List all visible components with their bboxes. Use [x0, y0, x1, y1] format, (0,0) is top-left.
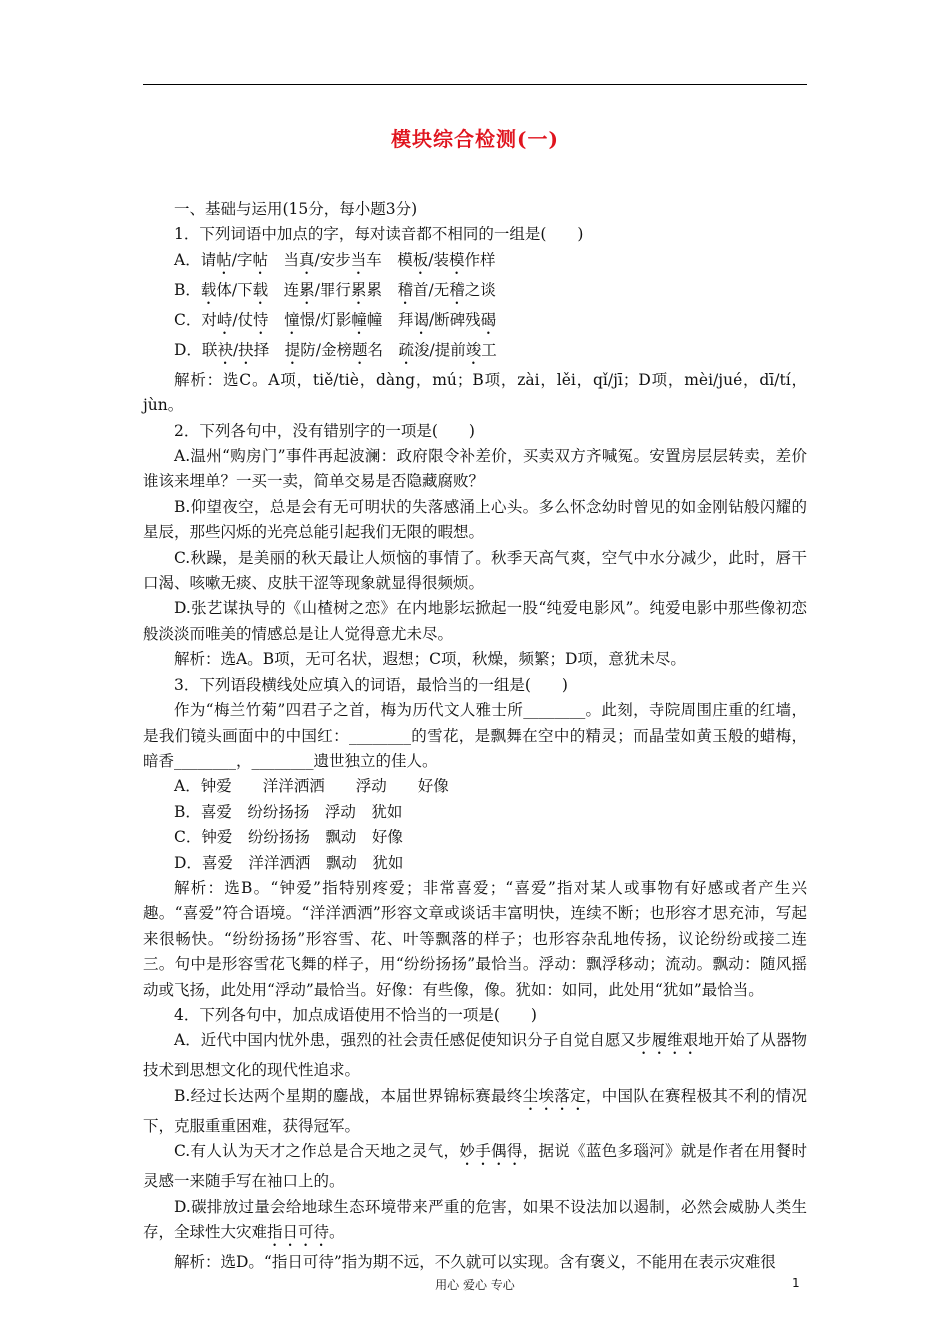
q4-stem: 4．下列各句中，加点成语使用不恰当的一项是( ) [174, 1005, 537, 1024]
dotted-idiom: 指日可待 [267, 1223, 330, 1241]
q1-answer: 解析：选C。A项，tiě/tiè，dàng，mú；B项，zài，lěi，qǐ/jī；D项，mèi/jué，dī/tí，jùn。 [143, 370, 807, 415]
section-heading: 一、基础与运用(15分，每小题3分) [174, 200, 418, 218]
q1-option-c: C．对峙/仗恃 憧憬/灯影幢幢 拜谒/断碑残碣 [174, 310, 497, 329]
q3-option-b: B．喜爱 纷纷扬扬 浮动 犹如 [174, 802, 403, 821]
q3-option-a: A．钟爱 洋洋洒洒 浮动 好像 [174, 777, 449, 796]
q3-passage: 作为“梅兰竹菊”四君子之首，梅为历代文人雅士所________。此刻，寺院周围庄重的红墙，是我们镜头画面中的中国红：________的雪花，是飘舞在空中的精灵；而晶莹如黄玉般的蜡梅，暗香________，________遗世独立的佳人。 [143, 701, 807, 770]
q2-stem: 2．下列各句中，没有错别字的一项是( ) [174, 421, 475, 440]
q3-option-c: C．钟爱 纷纷扬扬 飘动 好像 [174, 828, 403, 847]
q1-option-b: B．载体/下载 连累/罪行累累 稽首/无稽之谈 [174, 280, 496, 299]
q4-option-a: A．近代中国内忧外患，强烈的社会责任感促使知识分子自觉自愿又步履维艰地开始了从器物技术到思想文化的现代性追求。 [143, 1031, 807, 1080]
q1-stem: 1．下列词语中加点的字，每对读音都不相同的一组是( ) [174, 225, 584, 244]
q4-option-c: C.有人认为天才之作总是合天地之灵气，妙手偶得，据说《蓝色多瑙河》就是作者在用餐时灵感一来随手写在袖口上的。 [143, 1142, 807, 1191]
q1-option-d: D．联袂/抉择 提防/金榜题名 疏浚/提前竣工 [174, 340, 497, 359]
q1-option-a: A．请帖/字帖 当真/安步当车 模板/装模作样 [174, 250, 496, 269]
page-title: 模块综合检测(一) [391, 127, 559, 151]
q2-option-b: B.仰望夜空，总是会有无可明状的失落感涌上心头。多么怀念幼时曾见的如金刚钻般闪耀的星辰，那些闪烁的光亮总能引起我们无限的暇想。 [143, 497, 807, 542]
q4-answer: 解析：选D。“指日可待”指为期不远，不久就可以实现。含有褒义，不能用在表示灾难很 [174, 1253, 776, 1271]
dotted-idiom: 尘埃落定 [522, 1086, 586, 1105]
q4-option-b: B.经过长达两个星期的鏖战，本届世界锦标赛最终尘埃落定，中国队在赛程极其不利的情况下，克服重重困难，获得冠军。 [143, 1086, 807, 1135]
q2-option-d: D.张艺谋执导的《山楂树之恋》在内地影坛掀起一股“纯爱电影风”。纯爱电影中那些像初恋般淡淡而唯美的情感总是让人觉得意尤未尽。 [143, 599, 807, 643]
q2-option-a: A.温州“购房门”事件再起波澜：政府限令补差价，买卖双方齐喊冤。安置房层层转卖，差价谁该来埋单？一买一卖，简单交易是否隐藏腐败？ [143, 447, 807, 491]
q3-stem: 3．下列语段横线处应填入的词语，最恰当的一组是( ) [174, 675, 568, 694]
q2-answer: 解析：选A。B项，无可名状，遐想；C项，秋燥，频繁；D项，意犹未尽。 [174, 650, 686, 669]
dotted-idiom: 步履维艰 [636, 1031, 699, 1050]
q3-option-d: D．喜爱 洋洋洒洒 飘动 犹如 [174, 853, 404, 872]
footer-slogan: 用心 爱心 专心 [435, 1278, 515, 1292]
q2-option-c: C.秋躁，是美丽的秋天最让人烦恼的事情了。秋季天高气爽，空气中水分减少，此时，唇干口渴、咳嗽无痰、皮肤干涩等现象就显得很频烦。 [143, 548, 807, 593]
dotted-idiom: 妙手偶得 [459, 1142, 523, 1161]
header-rule [143, 84, 807, 85]
page-number: 1 [792, 1276, 800, 1290]
q3-answer: 解析：选B。“钟爱”指特别疼爱；非常喜爱；“喜爱”指对某人或事物有好感或者产生兴趣。“喜爱”符合语境。“洋洋洒洒”形容文章或谈话丰富明快，连续不断；也形容才思充沛，写起来很畅快。“纷纷扬扬”形容雪、花、叶等飘落的样子；也形容杂乱地传扬，议论纷纷或接二连三。句中是形容雪花飞舞的样子，用“纷纷扬扬”最恰当。浮动：飘浮移动；流动。飘动：随风摇动或飞扬，此处用“浮动”最恰当。好像：有些像，像。犹如：如同，此处用“犹如”最恰当。 [143, 878, 807, 999]
document-body [143, 197, 807, 1275]
q4-option-d: D.碳排放过量会给地球生态环境带来严重的危害，如果不设法加以遏制，必然会威胁人类生存，全球性大灾难指日可待。 [143, 1197, 807, 1241]
